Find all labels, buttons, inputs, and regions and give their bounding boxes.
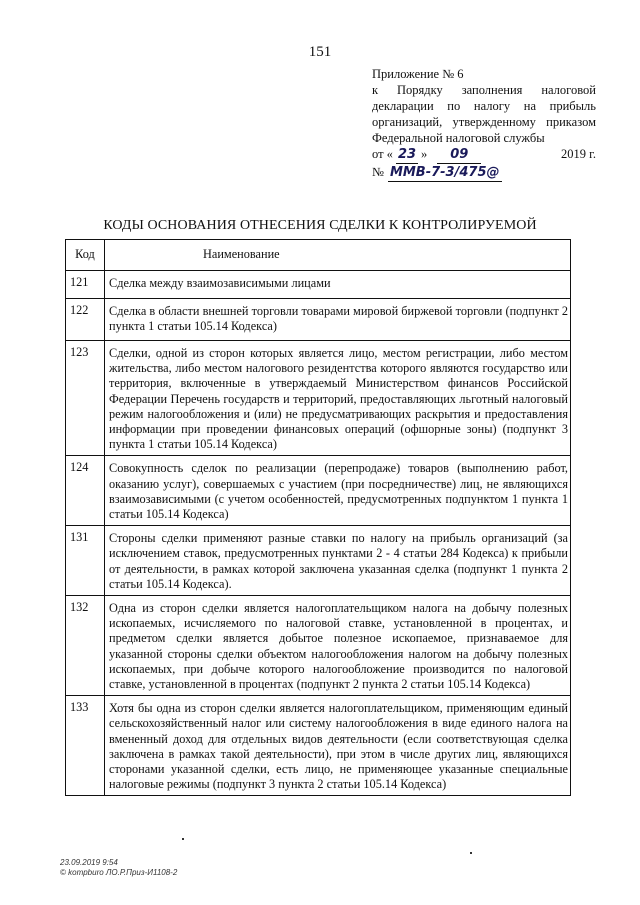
appendix-title: Приложение № 6 — [372, 67, 464, 81]
table-header-row — [66, 240, 571, 271]
table-row — [66, 526, 571, 596]
date-prefix: от « — [372, 147, 393, 161]
row-code: 121 — [66, 271, 105, 299]
row-code: 123 — [66, 341, 105, 456]
table-row — [66, 341, 571, 456]
appendix-line-3: организаций, утвержденному приказом — [372, 115, 596, 129]
scan-speck — [470, 852, 472, 854]
table-row — [66, 596, 571, 696]
header-name: Наименование — [105, 240, 571, 271]
row-text: Одна из сторон сделки является налогоплательщиком налога на добычу полезных ископаемых, исчисляемого по налоговой ставке, установленной в процентах, и предметом сделки является добытое полезное ископаемое, признаваемое для указанной стороны сделки объектом налогообложения налогом на добычу полезных ископаемых, при добыче которого налогообложение производится по налоговой ставке, установленной в процентах (подпункт 2 пункта 2 статьи 105.14 Кодекса) — [105, 596, 571, 696]
appendix-line-2: декларации по налогу на прибыль — [372, 99, 596, 113]
row-text: Стороны сделки применяют разные ставки по налогу на прибыль организаций (за исключением ставок, предусмотренных пунктами 2 - 4 статьи 284 Кодекса) к прибыли от деятельности, в рамках которой заключена указанная сделка (подпункт 1 пункта 2 статьи 105.14 Кодекса). — [105, 526, 571, 596]
row-text: Сделка в области внешней торговли товарами мировой биржевой торговли (подпункт 2 пункта 1 статьи 105.14 Кодекса) — [105, 299, 571, 341]
codes-table — [65, 239, 571, 796]
approval-number — [372, 164, 596, 182]
footer-timestamp: 23.09.2019 9:54 — [60, 858, 118, 867]
date-mid: » — [421, 147, 428, 161]
table-row — [66, 456, 571, 526]
scan-speck — [182, 838, 184, 840]
header-code: Код — [66, 240, 105, 271]
row-text: Сделка между взаимозависимыми лицами — [105, 271, 571, 299]
row-text: Сделки, одной из сторон которых является лицо, местом регистрации, либо местом жительства, либо местом налогового резидентства которого являются государство или территория, включенные в утверждаемый Министерством финансов Российской Федерации Перечень государств и территорий, предоставляющих льготный налоговый режим налогообложения и (или) не предусматривающих раскрытия и предоставления информации при проведении финансовых операций (офшорные зоны) (подпункт 3 пункта 1 статьи 105.14 Кодекса) — [105, 341, 571, 456]
appendix-line-4: Федеральной налоговой службы — [372, 131, 545, 145]
print-footer — [60, 858, 177, 878]
appendix-line-1: к Порядку заполнения налоговой — [372, 83, 596, 97]
row-text: Совокупность сделок по реализации (перепродаже) товаров (выполнению работ, оказанию услуг), совершаемых с участием (при посредничестве) лиц, не являющихся взаимозависимыми (с учетом особенностей, предусмотренных подпунктом 1 пункта 1 статьи 105.14 Кодекса) — [105, 456, 571, 526]
number-prefix: № — [372, 165, 384, 179]
row-code: 132 — [66, 596, 105, 696]
table-row — [66, 696, 571, 796]
page-number: 151 — [308, 44, 332, 60]
table-row — [66, 299, 571, 341]
row-code: 133 — [66, 696, 105, 796]
date-month: 09 — [437, 147, 481, 164]
date-day: 23 — [397, 147, 417, 162]
document-heading: КОДЫ ОСНОВАНИЯ ОТНЕСЕНИЯ СДЕЛКИ К КОНТРОЛИРУЕМОЙ — [103, 218, 537, 233]
row-code: 124 — [66, 456, 105, 526]
row-code: 131 — [66, 526, 105, 596]
approval-date — [372, 146, 596, 164]
appendix-block — [372, 66, 596, 182]
table-row — [66, 271, 571, 299]
row-code: 122 — [66, 299, 105, 341]
number-value: ММВ-7-3/475@ — [389, 165, 500, 180]
row-text: Хотя бы одна из сторон сделки является налогоплательщиком, применяющим единый сельскохозяйственный налог или систему налогообложения в виде единого налога на вмененный доход для отдельных видов деятельности (если соответствующая сделка заключена в рамках такой деятельности), при этом в числе других лиц, являющихся сторонами указанной сделки, есть лицо, не применяющее указанные специальные налоговые режимы (подпункт 3 пункта 2 статьи 105.14 Кодекса) — [105, 696, 571, 796]
footer-source: © kompburo ЛО.Р.Приз-И1108-2 — [60, 868, 178, 877]
date-year: 2019 г. — [561, 147, 596, 161]
